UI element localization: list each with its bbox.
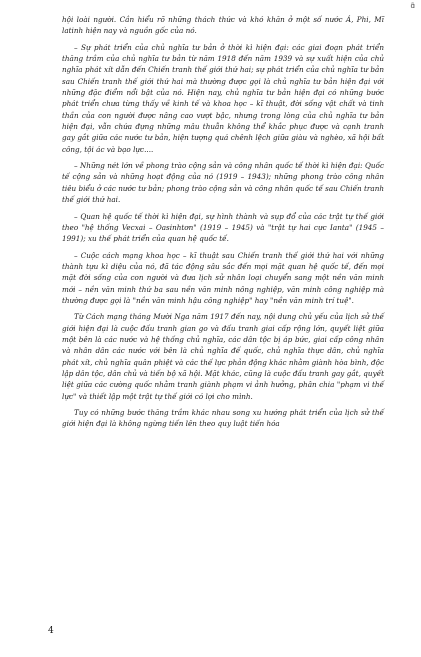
document-body [62,14,384,430]
paragraph-communist-movement: – Những nét lớn về phong trào cộng sản và công nhân quốc tế thời kì hiện đại: Quốc tế cộng sản và những hoạt động của nó (1919 – 1943); những phong trào công nhân tiêu biểu ở các nước tư bản; phong trào cộng sản và công nhân quốc tế sau Chiến tranh thế giới thứ hai. [62,161,384,205]
paragraph-intro-continuation: hội loài người. Cần hiểu rõ những thách thức và khó khăn ở một số nước Á, Phi, Mĩ latinh hiện nay và nguồn gốc của nó. [62,15,384,36]
paragraph-science-revolution: – Cuộc cách mạng khoa học – kĩ thuật sau Chiến tranh thế giới thứ hai với những thành tựu kì diệu của nó, đã tác động sâu sắc đến mọi mặt quan hệ quốc tế, đến mọi mặt đời sống của con người và đưa lịch sử nhân loại chuyển sang một nền văn minh mới – nền văn minh thứ ba sau nền văn minh nông nghiệp, văn minh công nghiệp mà thường được gọi là "nền văn minh hậu công nghiệp" hay "nền văn minh trí tuệ". [62,250,384,305]
paragraph-development-trend: Tuy có những bước thăng trầm khác nhau song xu hướng phát triển của lịch sử thế giới hiện đại là không ngừng tiến lên theo quy luật tiến hóa [62,408,384,429]
paragraph-capitalism: – Sự phát triển của chủ nghĩa tư bản ở thời kì hiện đại: các giai đoạn phát triển thăng trầm của chủ nghĩa tư bản từ năm 1918 đến năm 1939 và sự xuất hiện của chủ nghĩa phát xít dẫn đến Chiến tranh thế giới thứ hai; sự phát triển của chủ nghĩa tư bản sau Chiến tranh thế giới thứ hai mà thường được gọi là chủ nghĩa tư bản hiện đại với những đặc điểm nổi bật của nó. Hiện nay, chủ nghĩa tư bản hiện đại có những bước phát triển chưa từng thấy về kinh tế và khoa học – kĩ thuật, đời sống vật chất và tinh thần của con người được nâng cao vượt bậc, nhưng trong lòng của chủ nghĩa tư bản hiện đại, vẫn chứa đựng những mâu thuẫn không thể khắc phục được và cạnh tranh gay gắt giữa các nước tư bản, hiện tượng quá chênh lệch giữa giàu và nghèo, xã hội bất công, tội ác và bạo lực.... [62,42,384,154]
page-number: 4 [48,626,54,636]
paragraph-october-revolution: Từ Cách mạng tháng Mười Nga năm 1917 đến nay, nội dung chủ yếu của lịch sử thế giới hiện đại là cuộc đấu tranh gian go và đấu tranh giai cấp rộng lớn, quyết liệt giữa một bên là các nước và hệ thống chủ nghĩa, các dân tộc bị áp bức, giai cấp công nhân và nhân dân các nước với bên là chủ nghĩa đế quốc, chủ nghĩa thực dân, chủ nghĩa phát xít, chủ nghĩa quân phiệt và các thế lực phản động khác nhằm giành hòa bình, độc lập dân tộc, dân chủ và tiến bộ xã hội. Mặt khác, cũng là cuộc đấu tranh gay gắt, quyết liệt giữa các cường quốc nhằm tranh giành phạm vi ảnh hưởng, phân chia "phạm vi thế lực" và thiết lập một trật tự thế giới có lợi cho mình. [62,312,384,401]
paragraph-international-relations: – Quan hệ quốc tế thời kì hiện đại, sự hình thành và sụp đổ của các trật tự thế giới theo "hệ thống Vecxai – Oasinhtơn" (1919 – 1945) và "trật tự hai cực Ianta" (1945 – 1991); xu thế phát triển của quan hệ quốc tế. [62,211,384,244]
corner-mark: ɑ̃ [410,2,415,10]
